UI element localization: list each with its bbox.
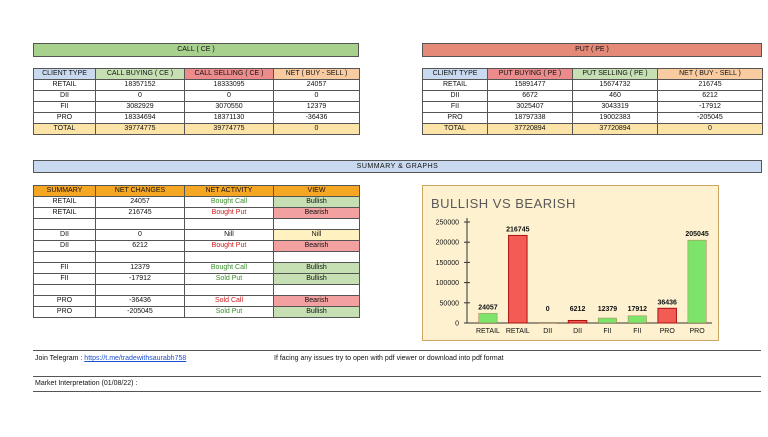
table-row: [423, 113, 763, 124]
cell: 39774775: [185, 124, 274, 135]
cell: PRO: [34, 113, 96, 124]
cell: 6672: [488, 91, 573, 102]
cell: 18797338: [488, 113, 573, 124]
activity-cell: Sold Call: [185, 296, 274, 307]
y-tick-label: 100000: [435, 280, 459, 288]
table-row: [34, 230, 360, 241]
cell: 19002383: [573, 113, 658, 124]
x-tick-label: DII: [543, 328, 553, 335]
chart-bar: [479, 313, 498, 323]
chart-bar: [628, 316, 647, 323]
table-row: [34, 252, 360, 263]
table-row: [423, 102, 763, 113]
y-tick-label: 150000: [435, 259, 459, 267]
cell: FII: [34, 274, 96, 285]
cell: RETAIL: [423, 80, 488, 91]
cell: 18357152: [96, 80, 185, 91]
cell: TOTAL: [34, 124, 96, 135]
cell: [96, 285, 185, 296]
divider: [33, 391, 761, 392]
cell: [274, 219, 360, 230]
view-badge: Bearish: [274, 208, 360, 219]
y-tick-label: 200000: [435, 239, 459, 247]
bar-data-label: 17912: [627, 306, 648, 313]
divider: [33, 350, 761, 351]
chart-svg: [423, 186, 720, 342]
table-row: [34, 296, 360, 307]
x-tick-label: FII: [603, 328, 612, 335]
summary-header-cell: NET ACTIVITY: [185, 186, 274, 197]
put-header-cell: NET ( BUY - SELL ): [658, 69, 763, 80]
chart-bar: [509, 235, 528, 323]
x-tick-label: PRO: [659, 328, 675, 335]
cell: [34, 285, 96, 296]
summary-header-cell: NET CHANGES: [96, 186, 185, 197]
summary-table: [33, 185, 360, 318]
call-header-cell: CALL SELLING ( CE ): [185, 69, 274, 80]
put-header-row: [423, 69, 763, 80]
cell: PRO: [34, 307, 96, 318]
put-title-bar: [422, 43, 762, 57]
summary-header-cell: VIEW: [274, 186, 360, 197]
cell: 6212: [96, 241, 185, 252]
table-row: [34, 208, 360, 219]
call-header-cell: NET ( BUY - SELL ): [274, 69, 360, 80]
call-title-bar: [33, 43, 359, 57]
cell: 12379: [96, 263, 185, 274]
telegram-row: [35, 355, 186, 362]
cell: PRO: [423, 113, 488, 124]
bar-data-label: 24057: [478, 304, 498, 312]
cell: DII: [34, 91, 96, 102]
cell: 3025407: [488, 102, 573, 113]
table-row: [34, 285, 360, 296]
cell: 0: [185, 91, 274, 102]
put-title: PUT ( PE ): [423, 44, 762, 57]
cell: 6212: [658, 91, 763, 102]
total-row: [423, 124, 763, 135]
cell: [96, 252, 185, 263]
activity-cell: Bought Put: [185, 241, 274, 252]
market-interpretation-label: Market Interpretation (01/08/22) :: [35, 380, 138, 387]
cell: RETAIL: [34, 208, 96, 219]
view-badge: Nill: [274, 230, 360, 241]
cell: RETAIL: [34, 80, 96, 91]
activity-cell: Sold Put: [185, 307, 274, 318]
table-row: [34, 197, 360, 208]
put-header-cell: PUT BUYING ( PE ): [488, 69, 573, 80]
bar-data-label: 36436: [657, 299, 677, 307]
cell: DII: [34, 230, 96, 241]
cell: [96, 219, 185, 230]
x-tick-label: RETAIL: [475, 328, 500, 335]
chart-bar: [598, 318, 617, 323]
activity-cell: Nill: [185, 230, 274, 241]
cell: [185, 219, 274, 230]
table-row: [34, 241, 360, 252]
cell: FII: [34, 102, 96, 113]
cell: RETAIL: [34, 197, 96, 208]
call-title: CALL ( CE ): [34, 44, 359, 57]
view-badge: Bearish: [274, 241, 360, 252]
table-row: [34, 219, 360, 230]
total-row: [34, 124, 360, 135]
cell: 18333095: [185, 80, 274, 91]
cell: [34, 252, 96, 263]
x-tick-label: DII: [573, 328, 583, 335]
cell: 3082929: [96, 102, 185, 113]
cell: 39774775: [96, 124, 185, 135]
cell: DII: [423, 91, 488, 102]
telegram-label: Join Telegram :: [35, 355, 83, 362]
cell: 0: [274, 124, 360, 135]
bullish-vs-bearish-chart: [422, 185, 719, 341]
cell: -36436: [274, 113, 360, 124]
cell: 18371130: [185, 113, 274, 124]
chart-bar: [658, 308, 677, 323]
cell: 3043319: [573, 102, 658, 113]
cell: [274, 252, 360, 263]
chart-bar: [538, 323, 557, 324]
activity-cell: Bought Put: [185, 208, 274, 219]
cell: 24057: [96, 197, 185, 208]
cell: -36436: [96, 296, 185, 307]
summary-title: SUMMARY & GRAPHS: [34, 161, 762, 173]
bar-data-label: 12379: [597, 306, 618, 313]
cell: 12379: [274, 102, 360, 113]
view-badge: Bearish: [274, 296, 360, 307]
cell: TOTAL: [423, 124, 488, 135]
y-tick-label: 0: [455, 320, 459, 328]
activity-cell: Sold Put: [185, 274, 274, 285]
cell: -17912: [658, 102, 763, 113]
summary-title-bar: [33, 160, 762, 173]
cell: 0: [658, 124, 763, 135]
cell: 216745: [96, 208, 185, 219]
y-tick-label: 50000: [439, 300, 459, 308]
chart-title: BULLISH VS BEARISH: [431, 196, 576, 211]
cell: 37720894: [488, 124, 573, 135]
bar-data-label: 205045: [685, 231, 709, 239]
cell: DII: [34, 241, 96, 252]
cell: 0: [96, 91, 185, 102]
call-header-row: [34, 69, 360, 80]
table-row: [34, 263, 360, 274]
cell: [274, 285, 360, 296]
chart-bar: [568, 320, 587, 323]
table-row: [34, 91, 360, 102]
pdf-notice: If facing any issues try to open with pdf viewer or download into pdf format: [274, 355, 504, 362]
bar-data-label: 6212: [569, 306, 586, 313]
cell: 37720894: [573, 124, 658, 135]
cell: 460: [573, 91, 658, 102]
put-header-cell: CLIENT TYPE: [423, 69, 488, 80]
cell: [185, 285, 274, 296]
put-header-cell: PUT SELLING ( PE ): [573, 69, 658, 80]
cell: -205045: [658, 113, 763, 124]
activity-cell: Bought Call: [185, 197, 274, 208]
cell: -205045: [96, 307, 185, 318]
cell: [185, 252, 274, 263]
table-row: [423, 80, 763, 91]
view-badge: Bullish: [274, 197, 360, 208]
cell: 15674732: [573, 80, 658, 91]
summary-header-cell: SUMMARY: [34, 186, 96, 197]
call-table: [33, 68, 360, 135]
view-badge: Bullish: [274, 274, 360, 285]
y-tick-label: 250000: [435, 219, 459, 227]
cell: 0: [274, 91, 360, 102]
cell: -17912: [96, 274, 185, 285]
call-header-cell: CLIENT TYPE: [34, 69, 96, 80]
bar-data-label: 0: [545, 306, 550, 313]
cell: 216745: [658, 80, 763, 91]
call-header-cell: CALL BUYING ( CE ): [96, 69, 185, 80]
cell: PRO: [34, 296, 96, 307]
put-table: [422, 68, 763, 135]
table-row: [34, 113, 360, 124]
x-tick-label: FII: [633, 328, 642, 335]
cell: 15891477: [488, 80, 573, 91]
activity-cell: Bought Call: [185, 263, 274, 274]
x-tick-label: RETAIL: [505, 328, 530, 335]
summary-header-row: [34, 186, 360, 197]
table-row: [34, 102, 360, 113]
bar-data-label: 216745: [506, 226, 530, 234]
view-badge: Bullish: [274, 307, 360, 318]
cell: FII: [423, 102, 488, 113]
table-row: [34, 307, 360, 318]
telegram-link[interactable]: https://t.me/tradewithsaurabh758: [84, 355, 187, 362]
cell: 0: [96, 230, 185, 241]
divider: [33, 376, 761, 377]
view-badge: Bullish: [274, 263, 360, 274]
table-row: [34, 274, 360, 285]
cell: [34, 219, 96, 230]
cell: 18334694: [96, 113, 185, 124]
table-row: [34, 80, 360, 91]
cell: 3070550: [185, 102, 274, 113]
cell: 24057: [274, 80, 360, 91]
cell: FII: [34, 263, 96, 274]
x-tick-label: PRO: [689, 328, 705, 335]
chart-bar: [688, 240, 707, 323]
table-row: [423, 91, 763, 102]
